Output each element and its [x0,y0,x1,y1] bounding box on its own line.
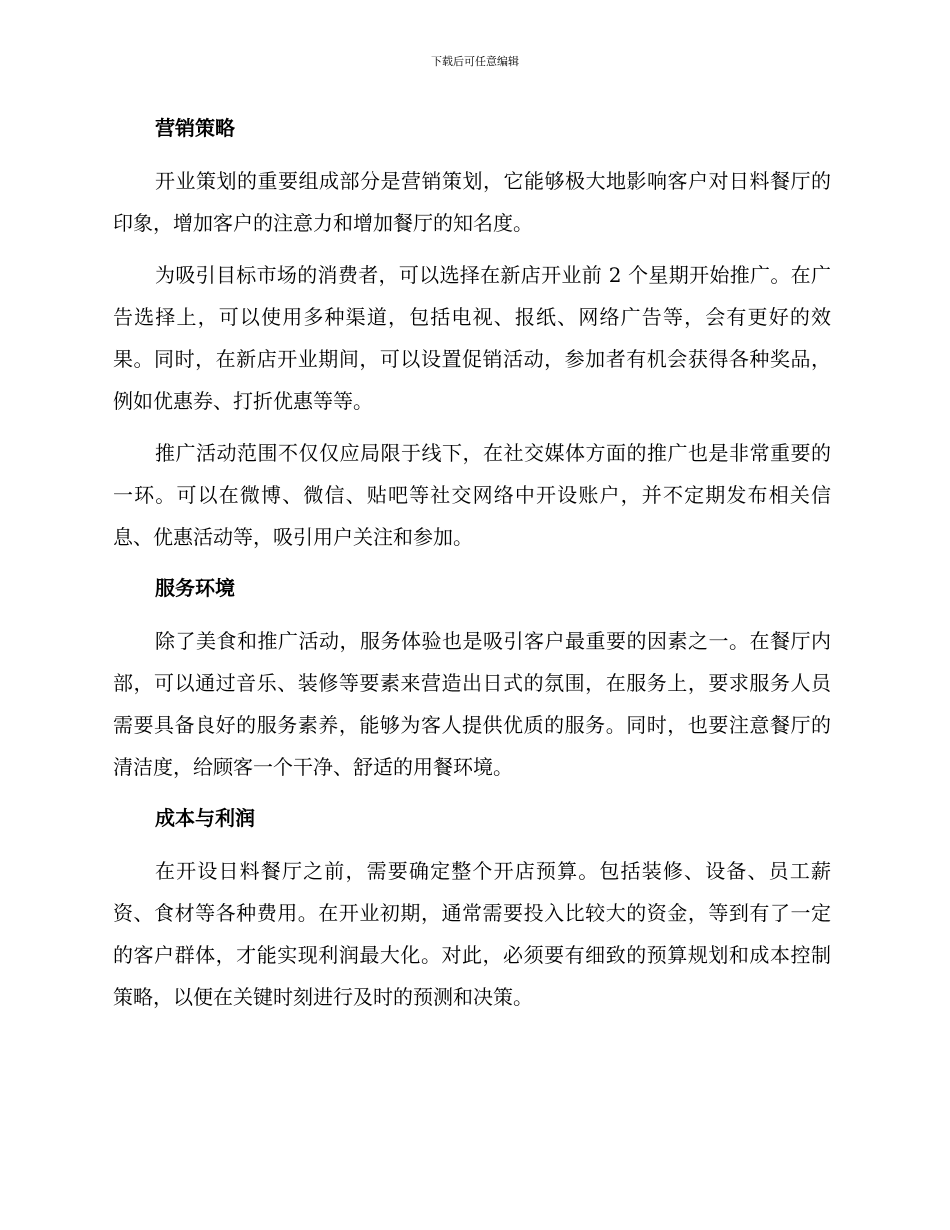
section-service-environment [113,568,831,788]
paragraph: 开业策划的重要组成部分是营销策划，它能够极大地影响客户对日料餐厅的印象，增加客户的注意力和增加餐厅的知名度。 [113,169,831,235]
section-heading: 服务环境 [155,576,235,600]
section-heading: 成本与利润 [155,806,255,830]
paragraph: 推广活动范围不仅仅应局限于线下，在社交媒体方面的推广也是非常重要的一环。可以在微博、微信、贴吧等社交网络中开设账户，并不定期发布相关信息、优惠活动等，吸引用户关注和参加。 [113,441,831,549]
section-cost-and-profit [113,798,831,1018]
page-header-note: 下载后可任意编辑 [431,55,519,68]
section-marketing-strategy [113,108,831,558]
document-body [113,108,831,1028]
paragraph: 为吸引目标市场的消费者，可以选择在新店开业前 2 个星期开始推广。在广告选择上，可以使用多种渠道，包括电视、报纸、网络广告等，会有更好的效果。同时，在新店开业期间，可以设置促销活动，参加者有机会获得各种奖品，例如优惠券、打折优惠等等。 [113,263,831,413]
paragraph: 在开设日料餐厅之前，需要确定整个开店预算。包括装修、设备、员工薪资、食材等各种费用。在开业初期，通常需要投入比较大的资金，等到有了一定的客户群体，才能实现利润最大化。对此，必须要有细致的预算规划和成本控制策略，以便在关键时刻进行及时的预测和决策。 [113,859,831,1009]
section-heading: 营销策略 [155,116,235,140]
paragraph: 除了美食和推广活动，服务体验也是吸引客户最重要的因素之一。在餐厅内部，可以通过音乐、装修等要素来营造出日式的氛围，在服务上，要求服务人员需要具备良好的服务素养，能够为客人提供优质的服务。同时，也要注意餐厅的清洁度，给顾客一个干净、舒适的用餐环境。 [113,629,831,779]
